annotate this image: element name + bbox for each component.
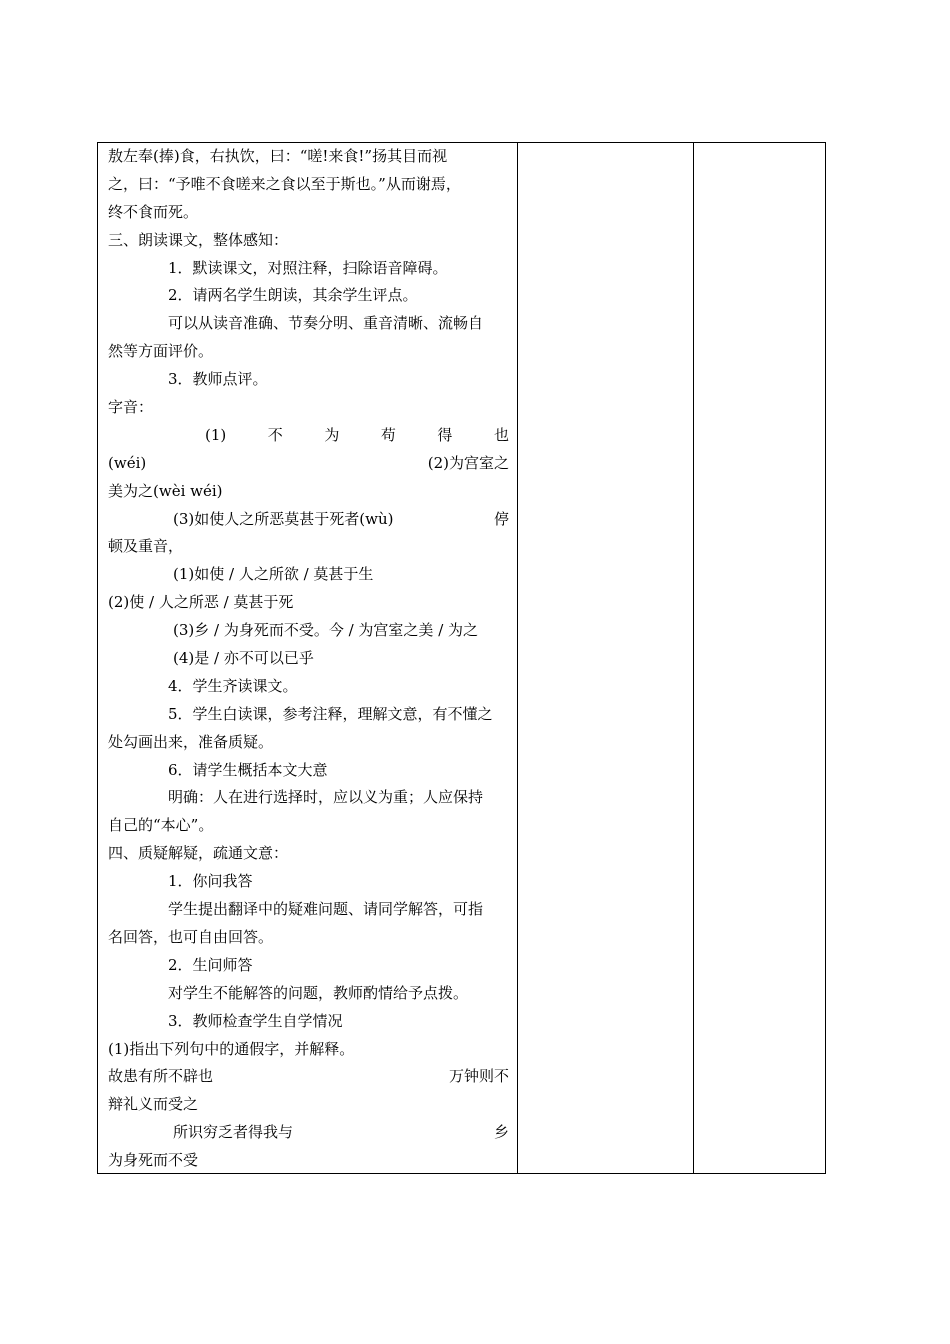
text-line: 3．教师点评。 [168, 370, 268, 389]
text-line [108, 506, 509, 534]
text-line: (2)使 / 人之所恶 / 莫甚于死 [108, 593, 294, 612]
text-fragment: 万钟则不 [448, 1067, 509, 1086]
pronunciation-char: 苟 [380, 425, 396, 444]
text-line: 之，曰：“予唯不食嗟来之食以至于斯也。”从而谢焉， [108, 174, 461, 193]
text-line: 4．学生齐读课文。 [168, 676, 298, 695]
text-line: 可以从读音准确、节奏分明、重音清晰、流畅自 [168, 314, 484, 333]
text-fragment: (3)如使人之所恶莫甚于死者(wù) [173, 509, 394, 528]
text-fragment: 所识穷乏者得我与 [173, 1123, 294, 1142]
pronunciation-line [108, 422, 509, 450]
text-line: (1)指出下列句中的通假字，并解释。 [108, 1039, 355, 1058]
text-fragment: 乡 [493, 1123, 509, 1142]
text-fragment: 停 [493, 509, 509, 528]
text-line: 学生提出翻译中的疑难问题、请同学解答，可指 [168, 900, 484, 919]
text-line [108, 1119, 509, 1147]
text-line: 自己的“本心”。 [108, 816, 214, 835]
section-heading: 三、朗读课文，整体感知： [108, 230, 289, 249]
column-divider [693, 143, 694, 1173]
text-line: (1)如使 / 人之所欲 / 莫甚于生 [173, 565, 374, 584]
text-line: 名回答，也可自由回答。 [108, 927, 274, 946]
pronunciation-char: 也 [493, 425, 509, 444]
text-line: 1．默读课文，对照注释，扫除语音障碍。 [168, 258, 448, 277]
pronunciation-char: 不 [267, 425, 283, 444]
pronunciation-char: 为 [324, 425, 340, 444]
text-line: (4)是 / 亦不可以已乎 [173, 649, 314, 668]
text-line: 对学生不能解答的问题，教师酌情给予点拨。 [168, 983, 469, 1002]
text-fragment: 故患有所不辟也 [108, 1067, 214, 1086]
text-line: (3)乡 / 为身死而不受。今 / 为宫室之美 / 为之 [173, 621, 479, 640]
text-line: 明确：人在进行选择时，应以义为重；人应保持 [168, 788, 484, 807]
section-heading: 四、质疑解疑，疏通文意： [108, 844, 289, 863]
text-line [108, 1063, 509, 1091]
text-line: 终不食而死。 [108, 202, 199, 221]
text-fragment: (wéi) [108, 453, 147, 472]
text-line: 2．生问师答 [168, 955, 253, 974]
pronunciation-char: (1) [205, 425, 227, 444]
pronunciation-char: 得 [437, 425, 453, 444]
lesson-content-cell [98, 143, 518, 1173]
text-line [108, 450, 509, 478]
text-line: 3．教师检查学生自学情况 [168, 1011, 343, 1030]
text-line: 5．学生白读课，参考注释，理解文意，有不懂之 [168, 704, 493, 723]
text-line: 辩礼义而受之 [108, 1095, 199, 1114]
text-line: 敖左奉(捧)食，右执饮，曰：“嗟!来食!”扬其目而视 [108, 147, 448, 165]
lesson-table [97, 142, 826, 1174]
text-fragment: (2)为宫室之 [427, 453, 509, 472]
text-line: 字音： [108, 398, 154, 417]
text-line: 为身死而不受 [108, 1151, 199, 1170]
text-line: 顿及重音， [108, 537, 184, 556]
text-line: 然等方面评价。 [108, 342, 214, 361]
text-line: 1．你问我答 [168, 872, 253, 891]
text-line: 处勾画出来，准备质疑。 [108, 732, 274, 751]
text-line: 2．请两名学生朗读，其余学生评点。 [168, 286, 418, 305]
text-line: 美为之(wèi wéi) [108, 481, 223, 500]
text-line: 6．请学生概括本文大意 [168, 760, 328, 779]
